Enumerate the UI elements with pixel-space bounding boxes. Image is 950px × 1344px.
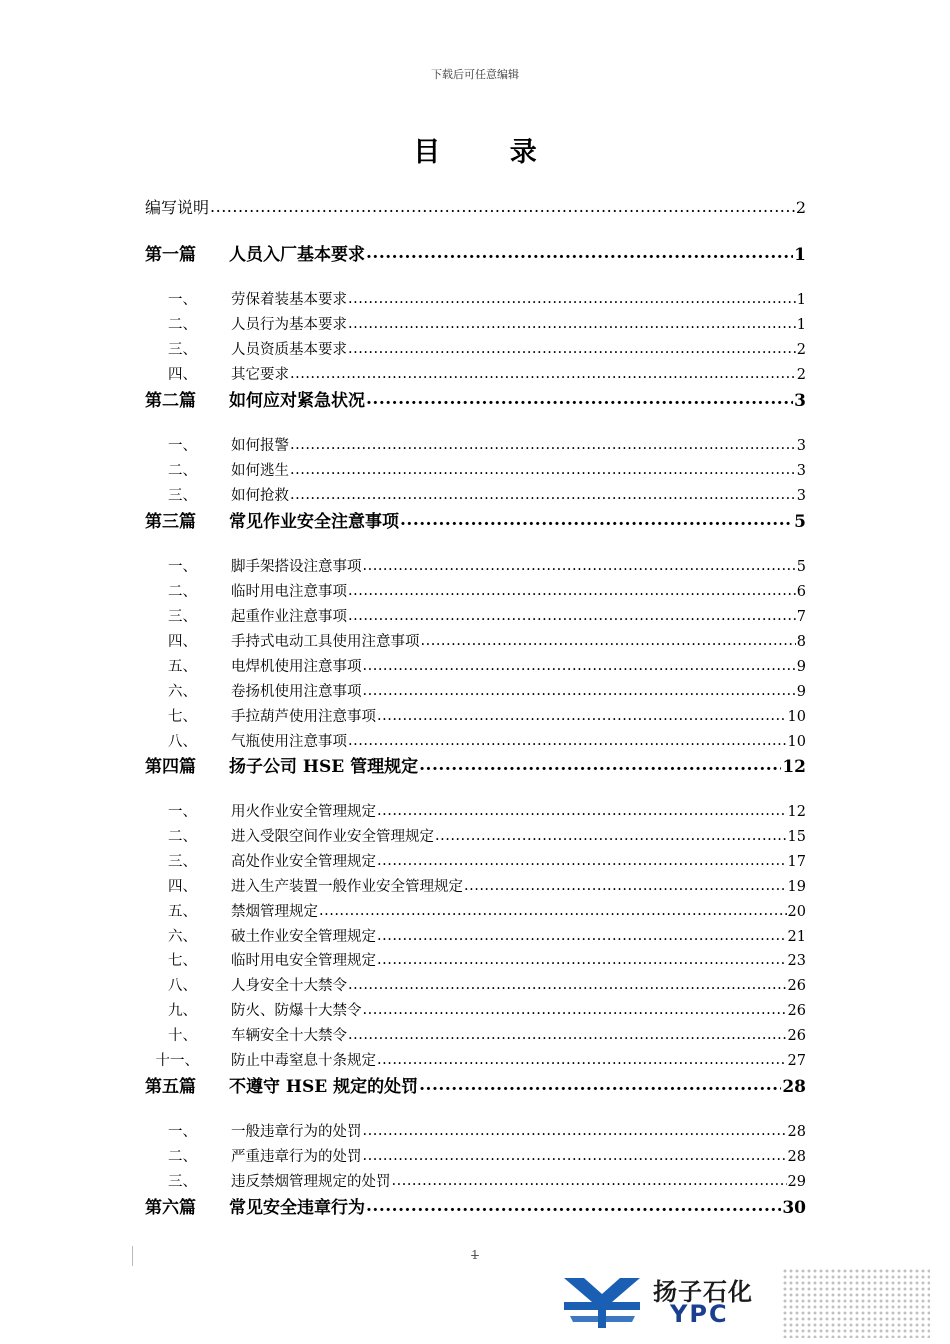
- section-page: 5: [796, 559, 806, 575]
- part-number: 第二篇: [145, 391, 196, 411]
- toc-title: 目 录: [413, 137, 567, 168]
- toc-section[interactable]: [145, 875, 806, 896]
- part-title: 人员入厂基本要求: [229, 245, 365, 265]
- toc-leader: [377, 707, 787, 722]
- section-number: 五、: [168, 904, 197, 920]
- toc-section[interactable]: [145, 655, 806, 676]
- section-number: 七、: [168, 709, 197, 725]
- section-page: 29: [787, 1174, 806, 1190]
- part-number: 第四篇: [145, 757, 196, 777]
- toc-section[interactable]: [145, 825, 806, 846]
- part-title: 不遵守 HSE 规定的处罚: [229, 1077, 419, 1097]
- ypc-logo-icon: [560, 1272, 645, 1332]
- section-number: 八、: [168, 734, 197, 750]
- section-title: 一般违章行为的处罚: [231, 1124, 362, 1140]
- section-number: 一、: [168, 438, 197, 454]
- section-title: 临时用电安全管理规定: [231, 953, 376, 969]
- section-title: 其它要求: [231, 367, 289, 383]
- toc-leader: [421, 632, 796, 647]
- section-title: 劳保着装基本要求: [231, 292, 347, 308]
- section-page: 19: [787, 879, 806, 895]
- toc-section[interactable]: [145, 900, 806, 921]
- toc-part-3[interactable]: [145, 507, 806, 532]
- part-page: 12: [782, 757, 806, 777]
- toc-part-6[interactable]: [145, 1193, 806, 1218]
- section-title: 如何报警: [231, 438, 289, 454]
- toc-part-2[interactable]: [145, 386, 806, 411]
- part-page: 1: [794, 245, 806, 265]
- toc-leader: [419, 755, 781, 772]
- toc-section[interactable]: [145, 338, 806, 359]
- toc-leader: [348, 290, 796, 305]
- section-number: 四、: [168, 367, 197, 383]
- dot-pattern-decoration: [782, 1268, 930, 1338]
- section-page: 10: [787, 709, 806, 725]
- toc-section[interactable]: [145, 363, 806, 384]
- section-page: 15: [787, 829, 806, 845]
- toc-section[interactable]: [145, 850, 806, 871]
- section-title: 脚手架搭设注意事项: [231, 559, 362, 575]
- toc-section[interactable]: [145, 705, 806, 726]
- toc-leader: [290, 436, 796, 451]
- part-number: 第一篇: [145, 245, 196, 265]
- toc-part-1[interactable]: [145, 240, 806, 265]
- toc-leader: [377, 802, 787, 817]
- toc-section[interactable]: [145, 555, 806, 576]
- toc-leader: [210, 197, 795, 213]
- section-number: 三、: [168, 1174, 197, 1190]
- toc-leader: [363, 1001, 787, 1016]
- toc-leader: [363, 1147, 787, 1162]
- section-number: 三、: [168, 488, 197, 504]
- toc-leader: [464, 877, 787, 892]
- toc-leader: [377, 927, 787, 942]
- section-page: 26: [787, 1003, 806, 1019]
- section-title: 进入受限空间作业安全管理规定: [231, 829, 434, 845]
- section-page: 2: [796, 367, 806, 383]
- toc-leader: [348, 340, 796, 355]
- toc-section[interactable]: [145, 580, 806, 601]
- section-page: 10: [787, 734, 806, 750]
- section-page: 1: [796, 317, 806, 333]
- section-title: 人员行为基本要求: [231, 317, 347, 333]
- section-page: 26: [787, 1028, 806, 1044]
- section-number: 十一、: [155, 1053, 199, 1069]
- toc-section[interactable]: [145, 1049, 806, 1070]
- part-number: 第六篇: [145, 1198, 196, 1218]
- toc-leader: [392, 1172, 787, 1187]
- toc-section[interactable]: [145, 605, 806, 626]
- part-title: 如何应对紧急状况: [229, 391, 365, 411]
- section-title: 手持式电动工具使用注意事项: [231, 634, 420, 650]
- toc-section[interactable]: [145, 949, 806, 970]
- toc-section[interactable]: [145, 730, 806, 751]
- section-page: 3: [796, 463, 806, 479]
- toc-leader: [348, 732, 787, 747]
- toc-section[interactable]: [145, 925, 806, 946]
- toc-leader: [319, 902, 787, 917]
- section-title: 如何逃生: [231, 463, 289, 479]
- toc-leader: [400, 510, 793, 527]
- company-logo: [560, 1268, 930, 1338]
- toc-leader: [377, 852, 787, 867]
- section-page: 20: [787, 904, 806, 920]
- section-page: 1: [796, 292, 806, 308]
- section-page: 9: [796, 684, 806, 700]
- section-title: 卷扬机使用注意事项: [231, 684, 362, 700]
- toc-leader: [290, 486, 796, 501]
- section-title: 如何抢救: [231, 488, 289, 504]
- section-title: 防止中毒窒息十条规定: [231, 1053, 376, 1069]
- logo-chinese-name: 扬子石化: [653, 1278, 753, 1306]
- section-page: 7: [796, 609, 806, 625]
- section-number: 六、: [168, 929, 197, 945]
- section-number: 二、: [168, 463, 197, 479]
- toc-section[interactable]: [145, 1145, 806, 1166]
- part-page: 3: [794, 391, 806, 411]
- section-page: 26: [787, 978, 806, 994]
- toc-leader: [363, 1122, 787, 1137]
- section-title: 用火作业安全管理规定: [231, 804, 376, 820]
- toc-section[interactable]: [145, 1024, 806, 1045]
- toc-section[interactable]: [145, 680, 806, 701]
- section-page: 27: [787, 1053, 806, 1069]
- section-number: 九、: [168, 1003, 197, 1019]
- section-title: 起重作业注意事项: [231, 609, 347, 625]
- section-title: 人员资质基本要求: [231, 342, 347, 358]
- section-number: 八、: [168, 978, 197, 994]
- toc-section[interactable]: [145, 974, 806, 995]
- toc-leader: [363, 682, 796, 697]
- section-number: 二、: [168, 1149, 197, 1165]
- toc-section[interactable]: [145, 1120, 806, 1141]
- part-title: 扬子公司 HSE 管理规定: [229, 757, 419, 777]
- toc-leader: [348, 607, 796, 622]
- section-number: 四、: [168, 879, 197, 895]
- section-page: 12: [787, 804, 806, 820]
- toc-leader: [435, 827, 787, 842]
- part-page: 28: [782, 1077, 806, 1097]
- part-title: 常见作业安全注意事项: [229, 512, 399, 532]
- section-number: 一、: [168, 559, 197, 575]
- section-title: 手拉葫芦使用注意事项: [231, 709, 376, 725]
- section-number: 一、: [168, 292, 197, 308]
- section-page: 3: [796, 488, 806, 504]
- section-page: 21: [787, 929, 806, 945]
- section-page: 8: [796, 634, 806, 650]
- section-number: 七、: [168, 953, 197, 969]
- header-note: 下载后可任意编辑: [431, 68, 519, 81]
- section-title: 临时用电注意事项: [231, 584, 347, 600]
- part-page: 5: [794, 512, 806, 532]
- section-title: 人身安全十大禁令: [231, 978, 347, 994]
- section-title: 车辆安全十大禁令: [231, 1028, 347, 1044]
- section-number: 三、: [168, 609, 197, 625]
- toc-leader: [377, 1051, 787, 1066]
- section-title: 电焊机使用注意事项: [231, 659, 362, 675]
- section-number: 二、: [168, 317, 197, 333]
- section-number: 五、: [168, 659, 197, 675]
- section-number: 二、: [168, 584, 197, 600]
- toc-leader: [348, 582, 796, 597]
- section-page: 28: [787, 1149, 806, 1165]
- section-title: 严重违章行为的处罚: [231, 1149, 362, 1165]
- section-page: 17: [787, 854, 806, 870]
- toc-part-5[interactable]: [145, 1072, 806, 1097]
- section-page: 28: [787, 1124, 806, 1140]
- toc-section[interactable]: [145, 313, 806, 334]
- toc-leader: [290, 461, 796, 476]
- section-page: 9: [796, 659, 806, 675]
- toc-leader: [348, 976, 787, 991]
- part-page: 30: [782, 1198, 806, 1218]
- section-number: 三、: [168, 854, 197, 870]
- section-title: 破土作业安全管理规定: [231, 929, 376, 945]
- section-page: 6: [796, 584, 806, 600]
- section-number: 六、: [168, 684, 197, 700]
- toc-part-4[interactable]: [145, 752, 806, 777]
- section-title: 进入生产装置一般作业安全管理规定: [231, 879, 463, 895]
- toc-leader: [419, 1075, 781, 1092]
- toc-leader: [366, 1196, 781, 1213]
- page-number: 1: [471, 1248, 479, 1262]
- section-page: 2: [796, 342, 806, 358]
- toc-leader: [348, 1026, 787, 1041]
- section-number: 四、: [168, 634, 197, 650]
- toc-intro-page: 2: [795, 198, 806, 217]
- toc-intro[interactable]: [145, 195, 806, 218]
- section-title: 违反禁烟管理规定的处罚: [231, 1174, 391, 1190]
- section-page: 3: [796, 438, 806, 454]
- toc-leader: [377, 951, 787, 966]
- toc-section[interactable]: [145, 800, 806, 821]
- toc-section[interactable]: [145, 999, 806, 1020]
- toc-leader: [348, 315, 796, 330]
- toc-leader: [366, 389, 793, 406]
- part-number: 第三篇: [145, 512, 196, 532]
- section-number: 一、: [168, 1124, 197, 1140]
- part-title: 常见安全违章行为: [229, 1198, 365, 1218]
- toc-section[interactable]: [145, 288, 806, 309]
- toc-section[interactable]: [145, 484, 806, 505]
- section-title: 防火、防爆十大禁令: [231, 1003, 362, 1019]
- section-title: 禁烟管理规定: [231, 904, 318, 920]
- part-number: 第五篇: [145, 1077, 196, 1097]
- section-title: 气瓶使用注意事项: [231, 734, 347, 750]
- toc-leader: [363, 657, 796, 672]
- section-number: 十、: [168, 1028, 197, 1044]
- section-number: 三、: [168, 342, 197, 358]
- toc-intro-label: 编写说明: [145, 198, 210, 217]
- section-page: 23: [787, 953, 806, 969]
- toc-section[interactable]: [145, 1170, 806, 1191]
- toc-leader: [363, 557, 796, 572]
- section-number: 一、: [168, 804, 197, 820]
- section-number: 二、: [168, 829, 197, 845]
- logo-english-name: YPC: [670, 1300, 729, 1328]
- toc-leader: [290, 365, 796, 380]
- toc-section[interactable]: [145, 459, 806, 480]
- section-title: 高处作业安全管理规定: [231, 854, 376, 870]
- toc-section[interactable]: [145, 630, 806, 651]
- toc-leader: [366, 243, 793, 260]
- toc-section[interactable]: [145, 434, 806, 455]
